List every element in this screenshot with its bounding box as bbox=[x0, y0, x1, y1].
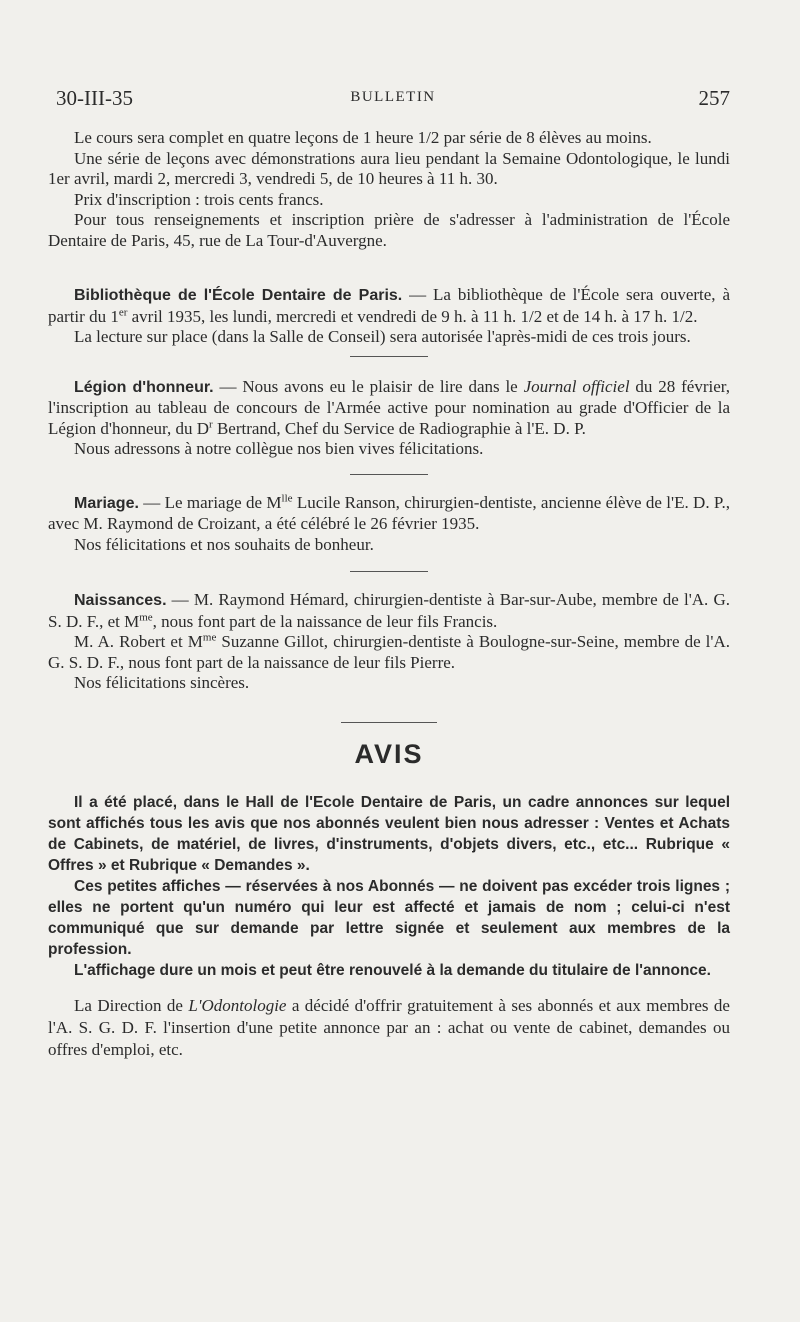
naissances-text-2: , nous font part de la naissance de leur fils Francis. bbox=[152, 611, 498, 631]
intro-paragraph-1: Le cours sera complet en quatre leçons de 1 heure 1/2 par série de 8 élèves au moins. bbox=[74, 128, 652, 147]
naissances-paragraph-3: Nos félicitations sincères. bbox=[74, 673, 250, 692]
bibliotheque-paragraph-2: La lecture sur place (dans la Salle de Conseil) sera autorisée l'après-midi de ces trois jours. bbox=[74, 327, 691, 346]
closing-section bbox=[48, 995, 730, 1061]
naissances-sup-1: me bbox=[139, 610, 153, 623]
legion-paragraph-2: Nous adressons à notre collègue nos bien vives félicitations. bbox=[74, 439, 484, 458]
avis-paragraph-3: L'affichage dure un mois et peut être renouvelé à la demande du titulaire de l'annonce. bbox=[74, 961, 711, 979]
mariage-sup: lle bbox=[281, 491, 293, 504]
naissances-paragraph bbox=[48, 590, 730, 632]
closing-text-1: La Direction de bbox=[74, 995, 189, 1015]
running-title: BULLETIN bbox=[350, 89, 436, 105]
legion-heading: Légion d'honneur. bbox=[74, 378, 214, 396]
closing-text-2: a décidé d'offrir gratuitement à ses abonnés et aux membres de l'A. S. G. D. F. l'insertion d'une petite annonce par an : achat ou vente de cabinet, demandes ou offres d'emploi, etc. bbox=[48, 995, 730, 1059]
naissances-text-3: M. A. Robert et M bbox=[74, 632, 203, 651]
mariage-heading: Mariage. bbox=[74, 494, 139, 512]
article-body bbox=[48, 128, 730, 1061]
naissances-heading: Naissances. bbox=[74, 592, 167, 609]
naissances-text-4: Suzanne Gillot, chirurgien-dentiste à Boulogne-sur-Seine, membre de l'A. G. S. D. F., nous font part de la naissance de leur fils Pierre. bbox=[48, 632, 730, 672]
legion-journal-title: Journal officiel bbox=[523, 376, 630, 396]
legion-text-2: du 28 février, l'inscription au tableau de concours de l'Armée active pour nomination au grade d'Officier de la Légion d'honneur, du D bbox=[48, 376, 730, 438]
mariage-paragraph-2: Nos félicitations et nos souhaits de bonheur. bbox=[74, 534, 374, 554]
naissances-sup-2: me bbox=[202, 631, 217, 644]
mariage-text-1: — Le mariage de M bbox=[138, 492, 282, 512]
mariage-paragraph bbox=[48, 493, 730, 535]
intro-paragraph-4: Pour tous renseignements et inscription prière de s'adresser à l'administration de l'École Dentaire de Paris, 45, rue de La Tour-d'Auvergne. bbox=[48, 210, 730, 250]
page-header bbox=[56, 86, 730, 116]
bibliotheque-text-1: — La bibliothèque de l'École sera ouverte, à partir du 1 bbox=[48, 285, 730, 326]
bibliotheque-text-2: avril 1935, les lundi, mercredi et vendredi de 9 h. à 11 h. 1/2 et de 14 h. à 17 h. 1/2. bbox=[127, 306, 698, 326]
avis-title: AVIS bbox=[354, 738, 424, 769]
issue-date: 30-III-35 bbox=[56, 86, 133, 110]
avis-section bbox=[48, 792, 730, 981]
closing-paragraph bbox=[48, 995, 730, 1061]
page-number: 257 bbox=[698, 86, 730, 110]
intro-paragraph-3: Prix d'inscription : trois cents francs. bbox=[74, 189, 324, 209]
legion-sup: r bbox=[209, 417, 213, 430]
legion-text-1: — Nous avons eu le plaisir de lire dans le bbox=[213, 376, 524, 396]
bibliotheque-heading: Bibliothèque de l'École Dentaire de Paris. bbox=[74, 287, 403, 304]
naissances-paragraph-2 bbox=[48, 632, 730, 673]
avis-paragraph-1: Il a été placé, dans le Hall de l'Ecole Dentaire de Paris, un cadre annonces sur lequel sont affichés tous les avis que nos abonnés veulent bien nous adresser : Ventes et Achats de Cabinets, de matériel, de livres, d'instruments, d'objets divers, etc., etc... Rubrique « Offres » et Rubrique « Demandes ». bbox=[48, 793, 730, 874]
legion-paragraph bbox=[48, 377, 730, 440]
legion-text-3: Bertrand, Chef du Service de Radiographie à l'E. D. P. bbox=[212, 418, 586, 438]
avis-paragraph-2: Ces petites affiches — réservées à nos Abonnés — ne doivent pas excéder trois lignes ; elles ne portent qu'un numéro qui leur est affecté et jamais de nom ; celui-ci n'est communiqué que sur demande par lettre signée et seulement aux membres de la profession. bbox=[48, 877, 730, 958]
section-divider bbox=[341, 722, 437, 723]
bibliotheque-sup: er bbox=[118, 305, 128, 318]
bibliotheque-paragraph bbox=[48, 285, 730, 327]
journal-name: L'Odontologie bbox=[188, 995, 287, 1015]
mariage-text-2: Lucile Ranson, chirurgien-dentiste, ancienne élève de l'E. D. P., avec M. Raymond de Croizant, a été célébré le 26 février 1935. bbox=[48, 492, 730, 533]
naissances-text-1: — M. Raymond Hémard, chirurgien-dentiste à Bar-sur-Aube, membre de l'A. G. S. D. F., et M bbox=[48, 590, 730, 631]
intro-paragraph-2: Une série de leçons avec démonstrations aura lieu pendant la Semaine Odontologique, le lundi 1er avril, mardi 2, mercredi 3, vendredi 5, de 10 heures à 11 h. 30. bbox=[48, 148, 730, 188]
